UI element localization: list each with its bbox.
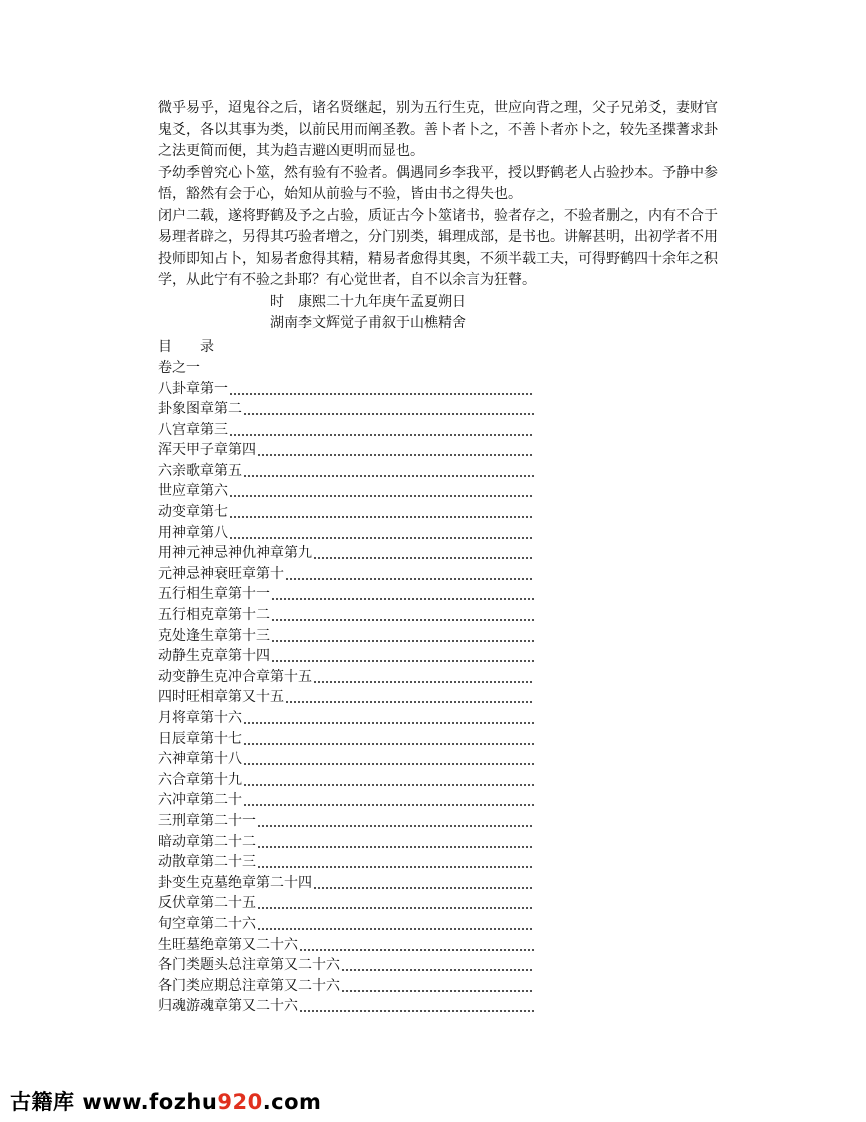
date-line: 时 康熙二十九年庚午孟夏朔日: [270, 293, 466, 310]
toc-item: [158, 646, 534, 667]
toc-item-title: 归魂游魂章第又二十六: [158, 998, 298, 1015]
toc-item-title: 元神忌神衰旺章第十: [158, 565, 284, 582]
toc-item-title: 动静生克章第十四: [158, 648, 270, 665]
toc-leader-dots: [271, 646, 534, 667]
toc-item-title: 四时旺相章第又十五: [158, 689, 284, 706]
toc-leader-dots: [243, 790, 534, 811]
toc-item-title: 用神章第八: [158, 524, 228, 541]
url-prefix: www.fozhu: [82, 1090, 218, 1114]
toc-leader-dots: [243, 770, 534, 791]
url-number: 920: [217, 1090, 263, 1114]
toc-item: [158, 749, 534, 770]
toc-leader-dots: [341, 955, 534, 976]
toc-item: [158, 543, 534, 564]
site-name: 古籍库: [10, 1090, 75, 1114]
toc-item-title: 浑天甲子章第四: [158, 442, 256, 459]
toc-leader-dots: [257, 832, 534, 853]
preface-paragraph: 微乎易乎，迢鬼谷之后，诸名贤继起，别为五行生克，世应向背之理，父子兄弟爻，妻财官鬼爻，各以其事为类，以前民用而阐圣教。善卜者卜之，不善卜者亦卜之，较先圣揲蓍求卦之法更简而便，其为趋吉避凶更明而显也。: [158, 100, 718, 159]
toc-leader-dots: [243, 461, 534, 482]
toc-item: [158, 564, 534, 585]
toc-item: [158, 523, 534, 544]
toc-item: [158, 502, 534, 523]
toc-leader-dots: [257, 893, 534, 914]
toc-leader-dots: [243, 399, 534, 420]
toc-item-title: 八宫章第三: [158, 421, 228, 438]
toc-item-title: 日辰章第十七: [158, 730, 242, 747]
toc-item: [158, 770, 534, 791]
toc-leader-dots: [313, 667, 534, 688]
toc-item-title: 克处逢生章第十三: [158, 627, 270, 644]
toc-leader-dots: [313, 543, 534, 564]
toc-leader-dots: [299, 935, 534, 956]
toc-item-title: 三刑章第二十一: [158, 812, 256, 829]
toc-item-title: 五行相克章第十二: [158, 607, 270, 624]
toc-item-title: 暗动章第二十二: [158, 833, 256, 850]
toc-item-title: 六亲歌章第五: [158, 462, 242, 479]
toc-item: [158, 996, 534, 1017]
toc-item: [158, 708, 534, 729]
toc-leader-dots: [243, 708, 534, 729]
toc-item-title: 六神章第十八: [158, 751, 242, 768]
toc-item: [158, 914, 534, 935]
volume-title: 卷之一: [158, 359, 200, 376]
toc-item-title: 各门类题头总注章第又二十六: [158, 957, 340, 974]
toc-item-title: 动变静生克冲合章第十五: [158, 668, 312, 685]
toc-leader-dots: [285, 687, 534, 708]
toc-leader-dots: [271, 605, 534, 626]
toc-leader-dots: [229, 379, 534, 400]
toc-item-title: 反伏章第二十五: [158, 895, 256, 912]
toc-item: [158, 440, 534, 461]
toc-item: [158, 687, 534, 708]
toc-item-title: 动变章第七: [158, 504, 228, 521]
document-body: [158, 98, 718, 1017]
toc-leader-dots: [243, 729, 534, 750]
site-url[interactable]: [82, 1090, 321, 1114]
toc-leader-dots: [341, 976, 534, 997]
toc-item: [158, 584, 534, 605]
toc-leader-dots: [243, 749, 534, 770]
watermark-footer: [10, 1086, 321, 1116]
toc-item-title: 动散章第二十三: [158, 854, 256, 871]
toc-item-title: 五行相生章第十一: [158, 586, 270, 603]
toc-item: [158, 461, 534, 482]
toc-item: [158, 667, 534, 688]
toc-leader-dots: [229, 481, 534, 502]
preface-paragraph: 予幼季曾究心卜筮，然有验有不验者。偶遇同乡李我平，授以野鹤老人占验抄本。予静中参悟，豁然有会于心，始知从前验与不验，皆由书之得失也。: [158, 164, 718, 202]
preface-paragraph: 闭户二载，遂将野鹤及予之占验，质证古今卜筮诸书，验者存之，不验者删之，内有不合于易理者辟之，另得其巧验者增之，分门别类，辑理成部，是书也。讲解甚明，出初学者不用投师即知占卜，知易者愈得其精，精易者愈得其奥，不须半载工夫，可得野鹤四十余年之积学，从此宁有不验之卦耶？有心觉世者，自不以余言为狂瞽。: [158, 207, 718, 288]
toc-item: [158, 420, 534, 441]
toc-leader-dots: [257, 914, 534, 935]
toc-leader-dots: [285, 564, 534, 585]
toc-item: [158, 873, 534, 894]
toc-leader-dots: [229, 502, 534, 523]
toc-leader-dots: [271, 626, 534, 647]
toc-leader-dots: [257, 852, 534, 873]
toc-heading: 目 录: [158, 338, 214, 355]
toc-leader-dots: [271, 584, 534, 605]
toc-item: [158, 790, 534, 811]
toc-item: [158, 893, 534, 914]
toc-item: [158, 852, 534, 873]
toc-item-title: 八卦章第一: [158, 380, 228, 397]
preface: [158, 98, 718, 335]
toc-item: [158, 811, 534, 832]
toc-list: [158, 379, 718, 1017]
toc-item-title: 月将章第十六: [158, 710, 242, 726]
toc-leader-dots: [229, 523, 534, 544]
toc-item-title: 旬空章第二十六: [158, 915, 256, 932]
toc-leader-dots: [299, 996, 534, 1017]
toc-item: [158, 976, 534, 997]
toc-item: [158, 481, 534, 502]
toc-item-title: 六冲章第二十: [158, 792, 242, 809]
toc-item-title: 用神元神忌神仇神章第九: [158, 545, 312, 562]
toc-item-title: 各门类应期总注章第又二十六: [158, 977, 340, 994]
toc-item: [158, 399, 534, 420]
toc-item-title: 世应章第六: [158, 483, 228, 500]
toc-leader-dots: [313, 873, 534, 894]
toc-item: [158, 935, 534, 956]
toc-item: [158, 605, 534, 626]
toc-leader-dots: [257, 811, 534, 832]
toc-item: [158, 729, 534, 750]
toc-item: [158, 626, 534, 647]
toc-item-title: 卦象图章第二: [158, 401, 242, 418]
author-line: 湖南李文辉觉子甫叙于山樵精舍: [270, 315, 466, 331]
toc-item-title: 卦变生克墓绝章第二十四: [158, 874, 312, 891]
toc-item: [158, 955, 534, 976]
toc-item: [158, 379, 534, 400]
toc-leader-dots: [257, 440, 534, 461]
toc-item-title: 六合章第十九: [158, 771, 242, 788]
toc-leader-dots: [229, 420, 534, 441]
toc-item: [158, 832, 534, 853]
toc-item-title: 生旺墓绝章第又二十六: [158, 936, 298, 953]
url-suffix: .com: [262, 1090, 322, 1114]
